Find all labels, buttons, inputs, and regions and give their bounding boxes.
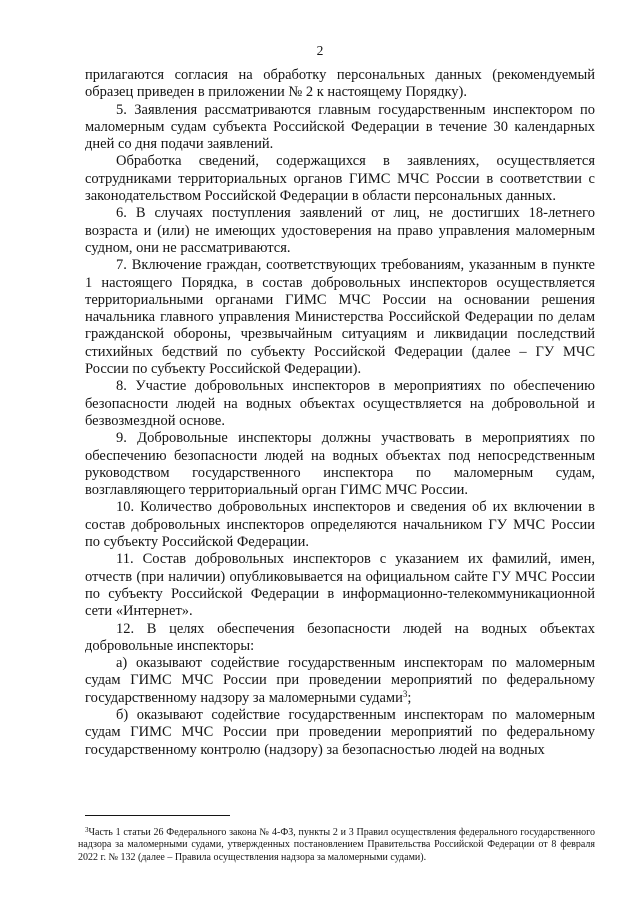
paragraph-item-12b: б) оказывают содействие государственным инспекторам по маломерным судам ГИМС МЧС России при проведении мероприятий по федеральному государственному контролю (надзору) за безопасностью людей на водных [85,706,595,758]
paragraph-item-5: 5. Заявления рассматриваются главным государственным инспектором по маломерным судам субъекта Российской Федерации в течение 30 календарных дней со дня подачи заявлений. [85,101,595,153]
footnote-text: Часть 1 статьи 26 Федерального закона № 4-ФЗ, пункты 2 и 3 Правил осуществления федерального государственного надзора за маломерными судами, утвержденных постановлением Правительства Российской Федерации от 8 февраля 2022 г. № 132 (далее – Правила осуществления надзора за маломерными судами). [78,827,595,863]
footnote-divider [85,815,230,816]
paragraph-item-10: 10. Количество добровольных инспекторов и сведения об их включении в состав добровольных инспекторов определяются начальником ГУ МЧС России по субъекту Российской Федерации. [85,499,595,551]
paragraph-item-8: 8. Участие добровольных инспекторов в мероприятиях по обеспечению безопасности людей на водных объектах осуществляется на добровольной и безвозмездной основе. [85,378,595,429]
page-number: 2 [316,43,324,58]
footnote [78,827,595,864]
paragraph-continuation: прилагаются согласия на обработку персональных данных (рекомендуемый образец приведен в приложении № 2 к настоящему Порядку). [85,67,595,101]
paragraph-item-7: 7. Включение граждан, соответствующих требованиям, указанным в пункте 1 настоящего Порядка, в состав добровольных инспекторов осуществляется территориальными органами ГИМС МЧС России на основании решения начальника главного управления Министерства Российской Федерации по делам гражданской обороны, чрезвычайным ситуациям и ликвидации последствий стихийных бедствий по субъекту Российской Федерации (далее – ГУ МЧС России по субъекту Российской Федерации). [85,257,595,378]
paragraph-item-12a-text: а) оказывают содействие государственным инспекторам по маломерным судам ГИМС МЧС России при проведении мероприятий по федеральному государственному надзору за маломерными судами [85,655,595,706]
paragraph-item-6: 6. В случаях поступления заявлений от лиц, не достигших 18-летнего возраста и (или) не имеющих удостоверения на право управления маломерным судном, они не рассматриваются. [85,205,595,256]
paragraph-item-12a [85,655,595,707]
paragraph-item-11: 11. Состав добровольных инспекторов с указанием их фамилий, имен, отчеств (при наличии) опубликовывается на официальном сайте ГУ МЧС России по субъекту Российской Федерации в информационно-телекоммуникационной сети «Интернет». [85,551,595,620]
footnote-reference[interactable]: 3 [402,688,408,699]
paragraph-item-12: 12. В целях обеспечения безопасности людей на водных объектах добровольные инспекторы: [85,620,595,654]
body-text [85,67,595,759]
paragraph-data-processing: Обработка сведений, содержащихся в заявлениях, осуществляется сотрудниками территориальных органов ГИМС МЧС России в соответствии с законодательством Российской Федерации в области персональных данных. [85,153,595,205]
paragraph-item-12a-tail: ; [407,689,412,706]
paragraph-item-9: 9. Добровольные инспекторы должны участвовать в мероприятиях по обеспечению безопасности людей на водных объектах под непосредственным руководством государственного инспектора по маломерным судам, возглавляющего территориальный орган ГИМС МЧС России. [85,430,595,499]
footnote-marker: 3 [85,826,89,834]
